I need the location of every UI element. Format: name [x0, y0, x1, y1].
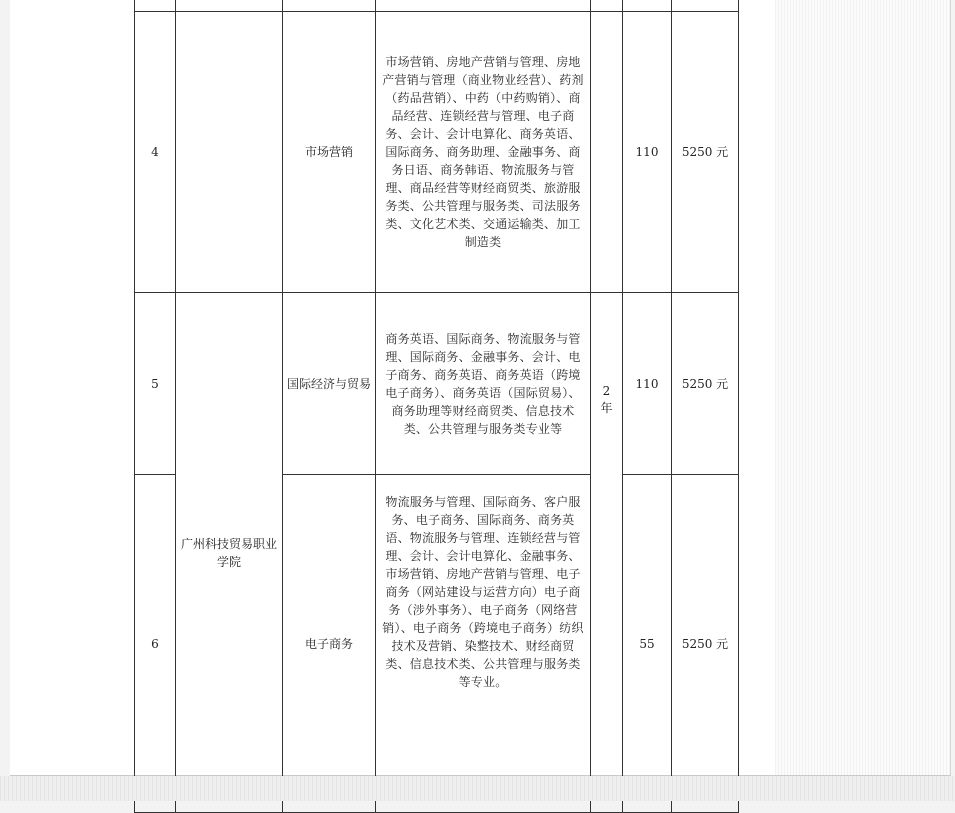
years-cell-upper [591, 12, 623, 293]
school-cell-upper [176, 12, 283, 293]
tuition-fee: 5250 元 [672, 475, 739, 813]
study-years-text: 2 年 [600, 384, 613, 415]
row-number: 6 [135, 475, 176, 813]
row-number: 5 [135, 293, 176, 475]
plan-count: 110 [623, 293, 672, 475]
enrollment-table [134, 0, 739, 813]
related-majors: 市场营销、房地产营销与管理、房地产营销与管理（商业物业经营）、药剂（药品营销）、中药（中药购销）、商品经营、连锁经营与管理、电子商务、会计、会计电算化、商务英语、国际商务、商务助理、金融事务、商务日语、商务韩语、物流服务与管理、商品经营等财经商贸类、旅游服务类、公共管理与服务类、司法服务类、文化艺术类、交通运输类、加工制造类 [376, 12, 591, 293]
row-number: 4 [135, 12, 176, 293]
major-name: 国际经济与贸易 [283, 293, 376, 475]
table-row [135, 0, 739, 12]
school-name: 广州科技贸易职业学院 [176, 293, 283, 813]
major-name: 电子商务 [283, 475, 376, 813]
study-years [591, 293, 623, 813]
background-strip [0, 776, 955, 801]
document-frame [10, 0, 951, 776]
document-page [10, 0, 775, 775]
plan-count: 55 [623, 475, 672, 813]
tuition-fee: 5250 元 [672, 293, 739, 475]
plan-count: 110 [623, 12, 672, 293]
tuition-fee: 5250 元 [672, 12, 739, 293]
major-name: 市场营销 [283, 12, 376, 293]
related-majors: 商务英语、国际商务、物流服务与管理、国际商务、金融事务、会计、电子商务、商务英语、商务英语（跨境电子商务）、商务英语（国际贸易）、商务助理等财经商贸类、信息技术类、公共管理与服务类专业等 [376, 293, 591, 475]
table-row [135, 293, 739, 475]
related-majors: 物流服务与管理、国际商务、客户服务、电子商务、国际商务、商务英语、物流服务与管理、连锁经营与管理、会计、会计电算化、金融事务、市场营销、房地产营销与管理、电子商务（网站建设与运营方向）电子商务（涉外事务）、电子商务（网络营销）、电子商务（跨境电子商务）纺织技术及营销、染整技术、财经商贸类、信息技术类、公共管理与服务类等专业。 [376, 475, 591, 813]
table-row [135, 12, 739, 293]
